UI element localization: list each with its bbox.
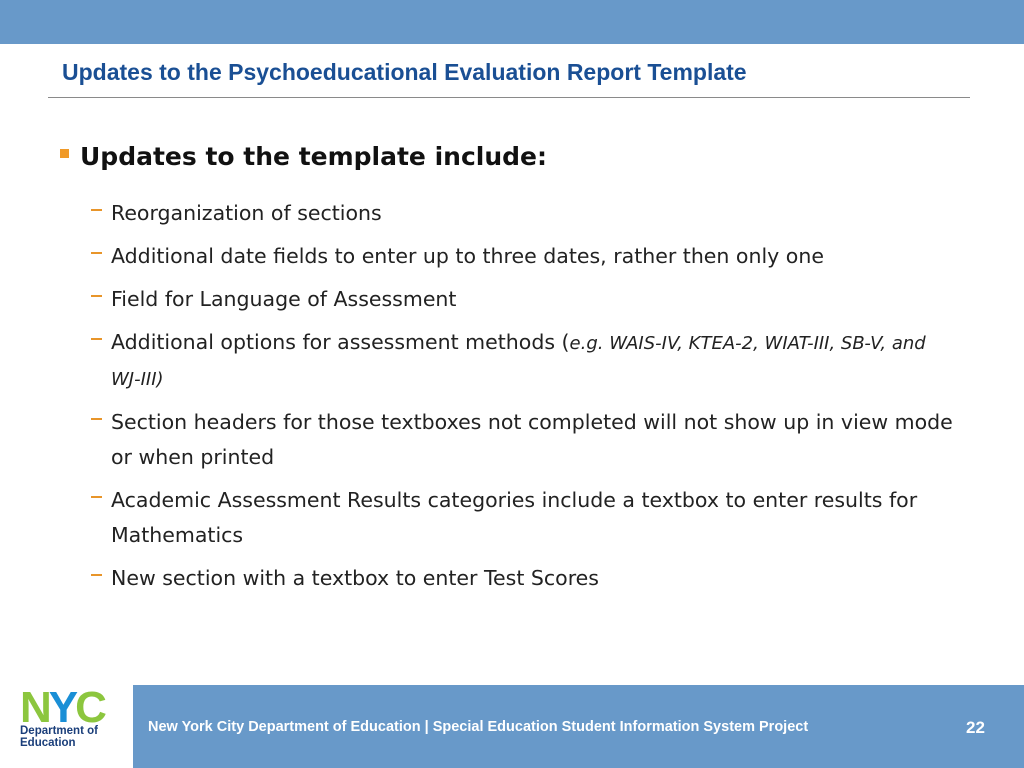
square-bullet-icon [60, 149, 69, 158]
list-item-text: Additional date fields to enter up to three dates, rather then only one [111, 244, 824, 268]
list-item [91, 325, 960, 397]
nyc-logo-icon [20, 688, 128, 726]
slide-title: Updates to the Psychoeducational Evaluation Report Template [62, 59, 747, 85]
list-item-text: Academic Assessment Results categories include a textbox to enter results for Mathematics [111, 488, 918, 547]
dash-bullet-icon [91, 252, 102, 254]
list-item-text: Reorganization of sections [111, 201, 382, 225]
top-banner [0, 0, 1024, 44]
page-number: 22 [966, 718, 985, 737]
list-item-text: New section with a textbox to enter Test Scores [111, 566, 599, 590]
dash-bullet-icon [91, 338, 102, 340]
dash-bullet-icon [91, 574, 102, 576]
dash-bullet-icon [91, 295, 102, 297]
main-bullet [60, 136, 960, 178]
slide-content [60, 136, 960, 604]
footer-text: New York City Department of Education | Special Education Student Information System Project [148, 719, 809, 735]
bullet-heading: Updates to the template include: [80, 142, 547, 171]
list-item [91, 196, 960, 231]
slide-footer [0, 685, 1024, 768]
svg-text:NYC: NYC [20, 688, 104, 726]
nyc-doe-logo [0, 685, 133, 768]
list-item [91, 483, 960, 553]
dash-bullet-icon [91, 418, 102, 420]
department-line-2: Education [20, 737, 76, 749]
list-item [91, 239, 960, 274]
department-line-1: Department of [20, 725, 98, 737]
list-item-text: Additional options for assessment methods ( [111, 330, 570, 354]
list-item [91, 561, 960, 596]
list-item-emphasis: e.g. WAIS-IV, KTEA-2, WIAT-III, SB-V, and WJ-III) [111, 333, 926, 390]
list-item-text: Section headers for those textboxes not completed will not show up in view mode or when printed [111, 410, 953, 469]
dash-bullet-icon [91, 496, 102, 498]
department-name [20, 725, 98, 749]
list-item [91, 405, 960, 475]
list-item-text: Field for Language of Assessment [111, 287, 457, 311]
list-item-text-with-emphasis [111, 325, 960, 397]
list-item [91, 282, 960, 317]
title-divider [48, 97, 970, 98]
sub-bullet-list [60, 196, 960, 596]
dash-bullet-icon [91, 209, 102, 211]
